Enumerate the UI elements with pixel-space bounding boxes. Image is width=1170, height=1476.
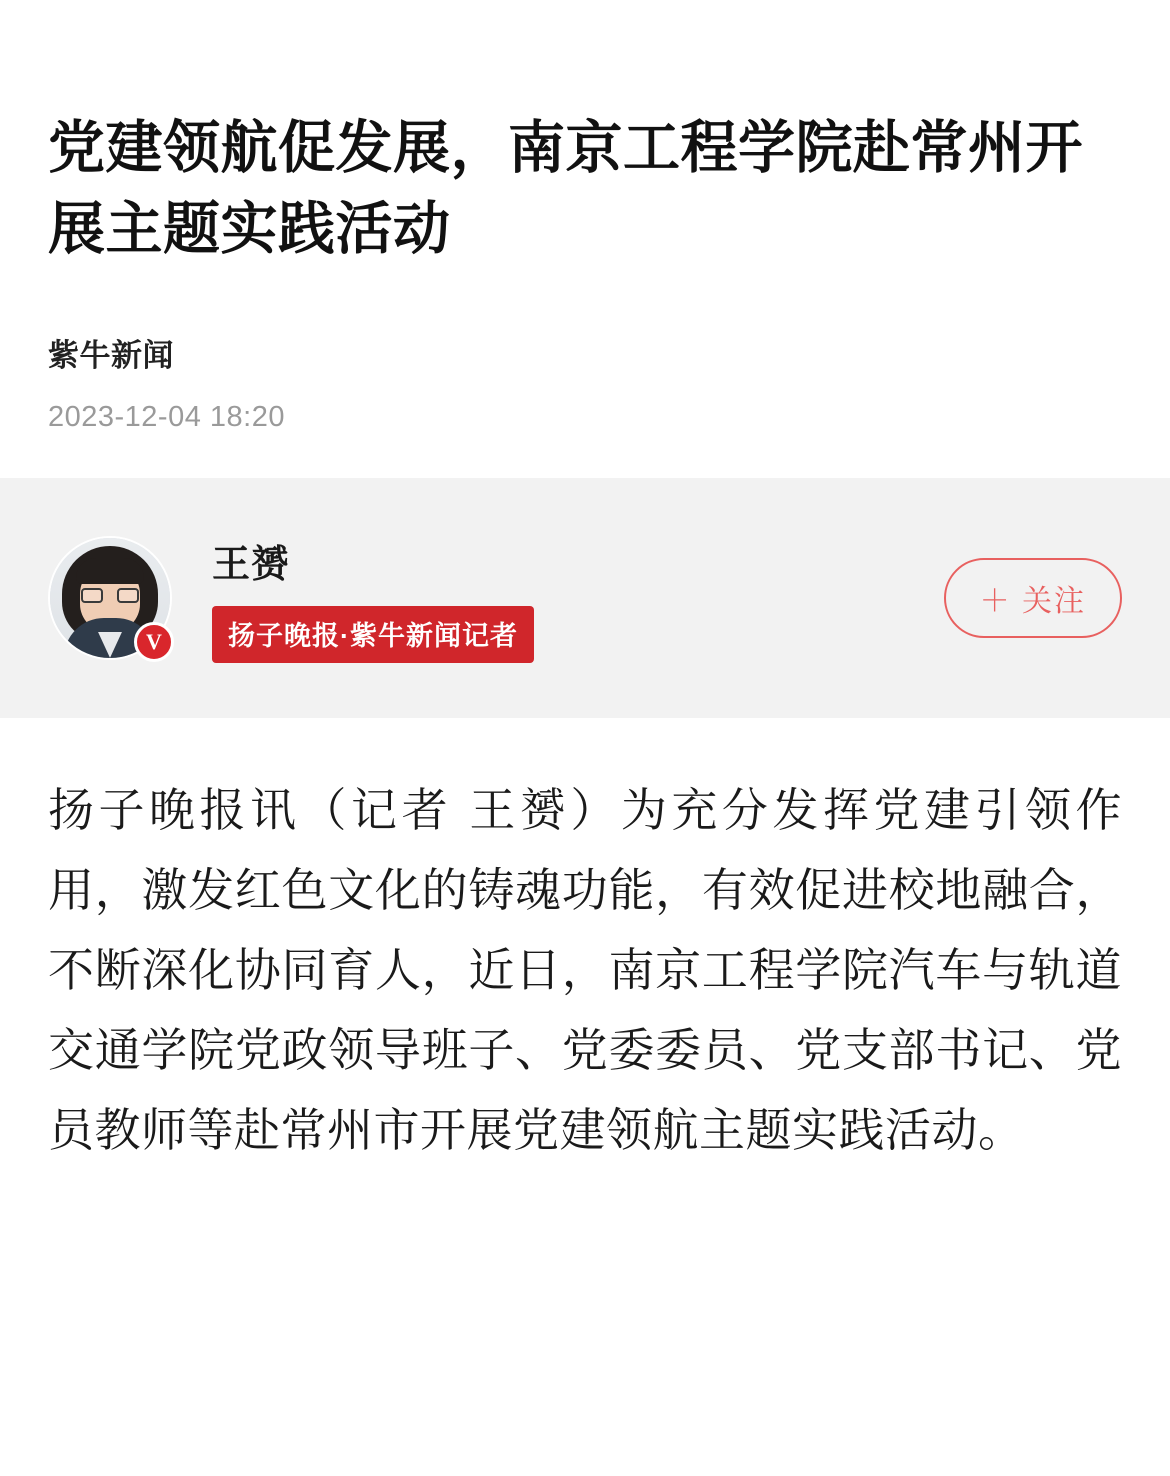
author-role-badge: 扬子晚报·紫牛新闻记者 — [212, 606, 534, 663]
body-paragraph: 扬子晚报讯（记者 王赟）为充分发挥党建引领作用，激发红色文化的铸魂功能，有效促进校地融合，不断深化协同育人，近日，南京工程学院汽车与轨道交通学院党政领导班子、党委委员、党支部书记、党员教师等赴常州市开展党建领航主题实践活动。 — [48, 783, 1122, 1156]
avatar[interactable] — [48, 536, 172, 660]
author-name[interactable]: 王赟 — [212, 543, 291, 586]
follow-button[interactable]: ＋ 关注 — [944, 558, 1122, 638]
author-bar — [0, 478, 1170, 718]
verified-badge-icon: V — [134, 622, 174, 662]
publish-timestamp: 2023-12-04 18:20 — [48, 400, 285, 433]
page-title: 党建领航促发展，南京工程学院赴常州开展主题实践活动 — [48, 116, 1083, 261]
article-header — [0, 0, 1170, 434]
article-body — [0, 718, 1170, 1170]
author-info — [212, 533, 944, 663]
article-source: 紫牛新闻 — [48, 337, 174, 373]
